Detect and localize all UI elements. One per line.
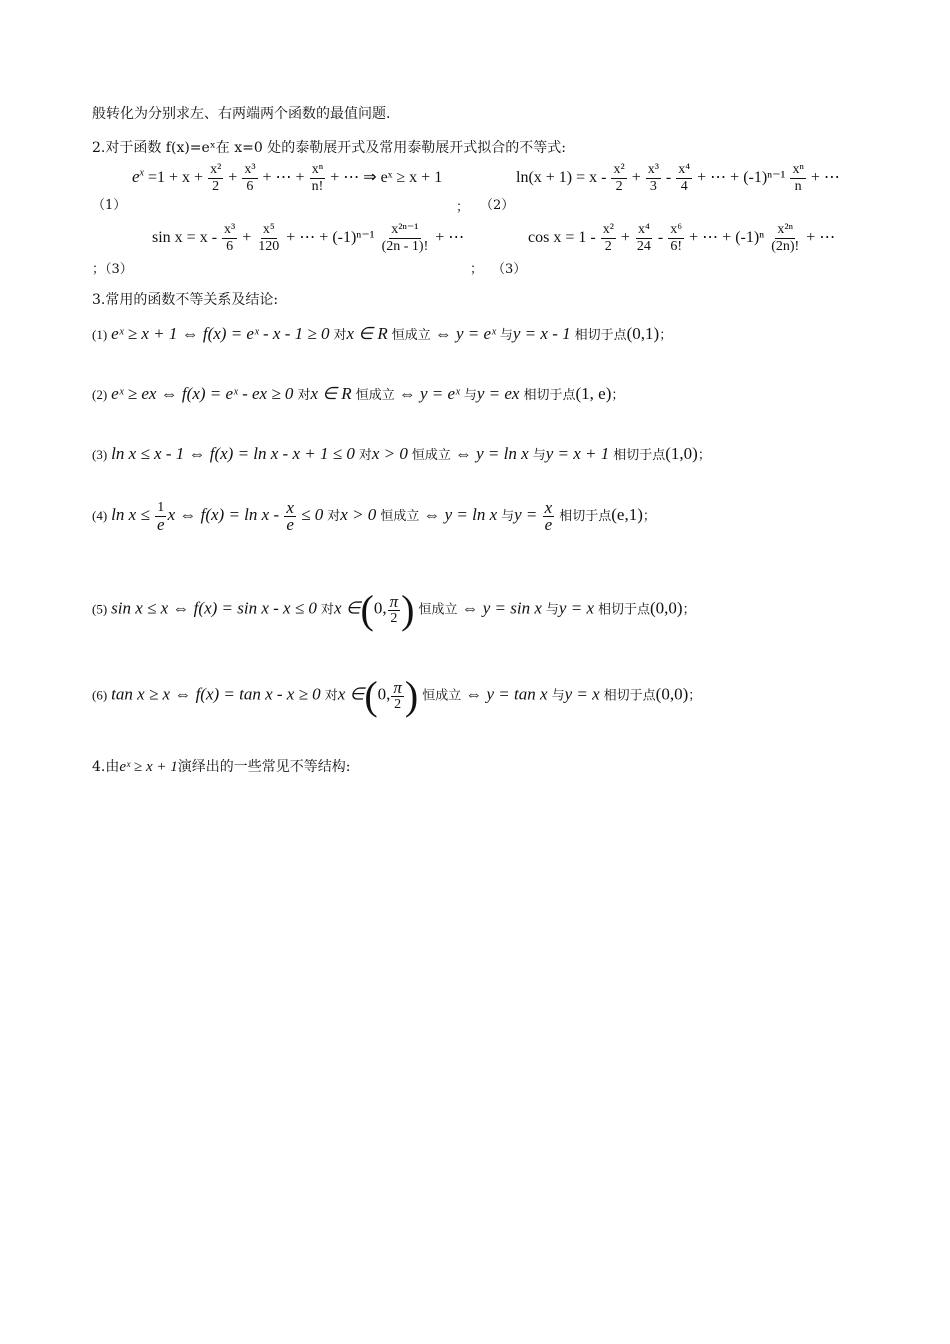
fraction: $\frac{\text{x²ⁿ⁻¹}}{(2n - 1)!}$ — [381, 222, 429, 254]
fraction: $\frac{\text{x³}}{6}$ — [224, 222, 236, 254]
separator: ； — [456, 200, 470, 215]
item-label: （1） — [92, 198, 127, 213]
fraction: $\frac{\text{xⁿ}}{n!}$ — [311, 162, 324, 194]
separator: ； — [470, 262, 484, 277]
fraction: $\frac{\text{x²}}{2}$ — [602, 222, 614, 254]
inequality-2: (2) eˣ ≥ ex ⇔ f(x) = eˣ - ex ≥ 0 对x ∈ R 恒成立 ⇔ y = eˣ 与y = ex 相切于点(1, e)； — [92, 384, 625, 403]
section-4-title: 4.由eˣ ≥ x + 1演绎出的一些常见不等结构: — [92, 759, 351, 775]
fraction: $\frac{\text{x⁵}}{120}$ — [258, 222, 280, 254]
taylor-sin: sin x = x - $\frac{\text{x³}}{6}$ + $\frac{\text{x⁵}}{120}$ + ⋯ + (-1)ⁿ⁻¹ $\frac{\text{x²ⁿ⁻¹}}{(2n - 1)!}$ + ⋯ — [152, 222, 465, 254]
fraction: $\frac{\text{x²}}{2}$ — [210, 162, 222, 194]
fraction: $\frac{\text{x⁴}}{24}$ — [636, 222, 651, 254]
fraction: $\frac{\text{x²}}{2}$ — [613, 162, 625, 194]
taylor-cos: cos x = 1 - $\frac{\text{x²}}{2}$ + $\frac{\text{x⁴}}{24}$ - $\frac{\text{x⁶}}{6!}$ + ⋯ + (-1)ⁿ $\frac{\text{x²ⁿ}}{(2n)!}$ + ⋯ — [528, 222, 836, 254]
fraction: $\frac{x}{e}$ — [286, 498, 294, 534]
fraction: $\frac{x}{e}$ — [544, 498, 553, 534]
fraction: $\frac{\pi}{2}$ — [393, 677, 402, 712]
fraction: $\frac{\text{x³}}{6}$ — [244, 162, 256, 194]
item-label: （3） — [492, 262, 527, 277]
fraction: $\frac{\text{x²ⁿ}}{(2n)!}$ — [771, 222, 800, 254]
inequality-1: (1) eˣ ≥ x + 1 ⇔ f(x) = eˣ - x - 1 ≥ 0 对x ∈ R 恒成立 ⇔ y = eˣ 与y = x - 1 相切于点(0,1)； — [92, 324, 673, 343]
fraction: $\frac{\text{x⁶}}{6!}$ — [670, 222, 683, 254]
item-label: （2） — [480, 198, 515, 213]
fraction: $\frac{\text{xⁿ}}{n}$ — [792, 162, 804, 194]
fraction: $\frac{\text{x³}}{3}$ — [647, 162, 659, 194]
fraction: $\frac{\text{x⁴}}{4}$ — [678, 162, 691, 194]
inequality-3: (3) ln x ≤ x - 1 ⇔ f(x) = ln x - x + 1 ≤ 0 对x > 0 恒成立 ⇔ y = ln x 与y = x + 1 相切于点(1,0)； — [92, 444, 711, 463]
inequality-6: (6) tan x ≥ x ⇔ f(x) = tan x - x ≥ 0 对x ∈(0, $\frac{\pi}{2}$ ) 恒成立 ⇔ y = tan x 与y = x 相切于点(0,0)； — [92, 673, 702, 718]
intro-text: 般转化为分别求左、右两端两个函数的最值问题. — [92, 106, 391, 122]
inequality-5: (5) sin x ≤ x ⇔ f(x) = sin x - x ≤ 0 对x ∈(0, $\frac{\pi}{2}$ ) 恒成立 ⇔ y = sin x 与y = x 相切于点(0,0)； — [92, 587, 696, 632]
fraction: $\frac{\pi}{2}$ — [389, 591, 399, 626]
section-3-title: 3.常用的函数不等关系及结论: — [92, 292, 279, 308]
fraction: $\frac{1}{e}$ — [157, 500, 165, 534]
expr-text: =1 + x + — [144, 169, 208, 187]
section-2-title: 2.对于函数 f(x)=eˣ在 x=0 处的泰勒展开式及常用泰勒展开式拟合的不等式: — [92, 140, 566, 156]
taylor-exp: $e^x =1 + x$ + $\frac{\text{x²}}{2}$ + $\frac{\text{x³}}{6}$ + ⋯ + $\frac{\text{xⁿ}}{n!}$ + ⋯ ⇒ eˣ ≥ x + 1 — [132, 162, 443, 194]
taylor-ln: ln(x + 1) = x - $\frac{\text{x²}}{2}$ + $\frac{\text{x³}}{3}$ - $\frac{\text{x⁴}}{4}$ + ⋯ + (-1)ⁿ⁻¹ $\frac{\text{xⁿ}}{n}$ + ⋯ — [516, 162, 840, 194]
item-label: ；（3） — [92, 262, 133, 277]
inequality-4: (4) ln x ≤ $\frac{1}{e}$ x ⇔ f(x) = ln x - $\frac{x}{e}$ ≤ 0 对x > 0 恒成立 ⇔ y = ln x 与y = $\frac{x}{e}$ 相切于点(e,1)； — [92, 498, 656, 534]
